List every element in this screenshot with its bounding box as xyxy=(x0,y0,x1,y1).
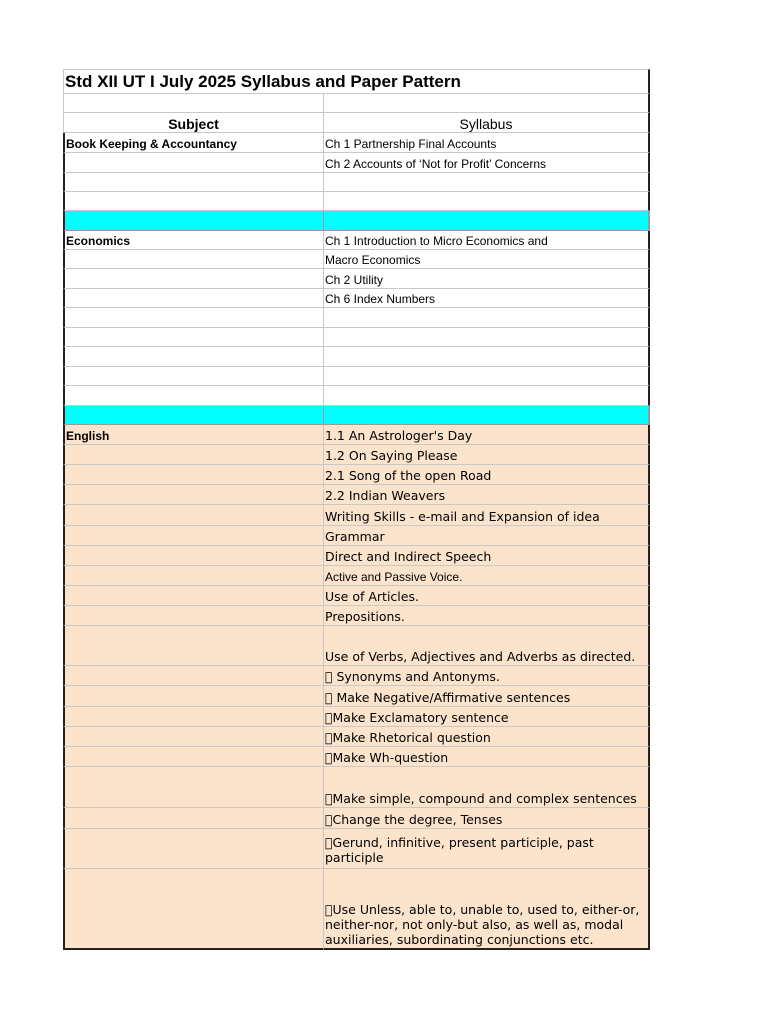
syllabus-cell: 2.2 Indian Weavers xyxy=(324,485,650,505)
empty-cell xyxy=(63,566,324,586)
empty-cell xyxy=(324,308,650,328)
header-subject: Subject xyxy=(63,113,324,133)
table-row xyxy=(63,505,650,526)
empty-cell xyxy=(324,173,650,192)
empty-row xyxy=(63,173,650,192)
empty-cell xyxy=(324,386,650,406)
empty-cell xyxy=(324,367,650,386)
table-row xyxy=(63,153,650,173)
table-row xyxy=(63,586,650,606)
empty-cell xyxy=(324,328,650,347)
syllabus-cell: Gerund, infinitive, present participle, past participle xyxy=(324,829,650,869)
empty-cell xyxy=(324,69,650,94)
empty-cell xyxy=(324,347,650,367)
table-row xyxy=(63,808,650,829)
table-row xyxy=(63,747,650,767)
empty-cell xyxy=(63,289,324,308)
empty-cell xyxy=(63,308,324,328)
empty-cell xyxy=(63,829,324,869)
syllabus-cell: Ch 2 Utility xyxy=(324,269,650,289)
empty-cell xyxy=(63,465,324,485)
empty-cell xyxy=(63,406,324,425)
empty-cell xyxy=(63,606,324,626)
empty-cell xyxy=(324,94,650,113)
header-row xyxy=(63,113,650,133)
empty-cell xyxy=(63,211,324,231)
subject-cell: English xyxy=(63,425,324,445)
empty-cell xyxy=(63,386,324,406)
syllabus-cell: Active and Passive Voice. xyxy=(324,566,650,586)
empty-cell xyxy=(63,367,324,386)
syllabus-cell: Ch 6 Index Numbers xyxy=(324,289,650,308)
syllabus-cell: Use Unless, able to, unable to, used to, either-or, neither-nor, not only-but also, as well as, modal auxiliaries, subordinating conjunctions etc. xyxy=(324,869,650,950)
syllabus-cell: Change the degree, Tenses xyxy=(324,808,650,829)
syllabus-cell: 1.1 An Astrologer's Day xyxy=(324,425,650,445)
syllabus-cell: Direct and Indirect Speech xyxy=(324,546,650,566)
syllabus-cell: 2.1 Song of the open Road xyxy=(324,465,650,485)
table-row xyxy=(63,269,650,289)
title-row xyxy=(63,69,650,94)
syllabus-cell: Use of Articles. xyxy=(324,586,650,606)
empty-cell xyxy=(63,328,324,347)
spreadsheet xyxy=(63,69,650,950)
header-syllabus: Syllabus xyxy=(324,113,650,133)
empty-cell xyxy=(63,505,324,526)
table-row xyxy=(63,250,650,269)
empty-cell xyxy=(324,211,650,231)
table-row xyxy=(63,465,650,485)
empty-row xyxy=(63,367,650,386)
empty-cell xyxy=(324,406,650,425)
empty-cell xyxy=(63,347,324,367)
table-row xyxy=(63,526,650,546)
empty-cell xyxy=(63,767,324,808)
table-row xyxy=(63,485,650,505)
syllabus-cell: Use of Verbs, Adjectives and Adverbs as directed. xyxy=(324,626,650,666)
empty-cell xyxy=(63,445,324,465)
table-row xyxy=(63,546,650,566)
separator-row xyxy=(63,406,650,425)
table-row xyxy=(63,626,650,666)
syllabus-cell: 1.2 On Saying Please xyxy=(324,445,650,465)
subject-cell: Book Keeping & Accountancy xyxy=(63,133,324,153)
table-row xyxy=(63,666,650,686)
table-row xyxy=(63,445,650,465)
syllabus-cell: Make simple, compound and complex sentences xyxy=(324,767,650,808)
empty-cell xyxy=(63,269,324,289)
syllabus-cell: Synonyms and Antonyms. xyxy=(324,666,650,686)
table-row xyxy=(63,133,650,153)
syllabus-cell: Make Negative/Affirmative sentences xyxy=(324,686,650,707)
empty-cell xyxy=(63,666,324,686)
empty-cell xyxy=(63,192,324,211)
empty-cell xyxy=(63,94,324,113)
empty-cell xyxy=(63,808,324,829)
empty-cell xyxy=(63,707,324,727)
empty-row xyxy=(63,192,650,211)
syllabus-cell: Writing Skills - e-mail and Expansion of idea xyxy=(324,505,650,526)
empty-cell xyxy=(63,747,324,767)
table-row xyxy=(63,566,650,586)
table-row xyxy=(63,829,650,869)
empty-cell xyxy=(63,626,324,666)
syllabus-cell: Make Rhetorical question xyxy=(324,727,650,747)
empty-cell xyxy=(63,526,324,546)
empty-row xyxy=(63,308,650,328)
table-row xyxy=(63,686,650,707)
table-row xyxy=(63,869,650,950)
empty-row xyxy=(63,94,650,113)
empty-cell xyxy=(63,485,324,505)
table-row xyxy=(63,727,650,747)
empty-cell xyxy=(63,250,324,269)
table-row xyxy=(63,289,650,308)
empty-cell xyxy=(63,586,324,606)
separator-row xyxy=(63,211,650,231)
empty-cell xyxy=(63,869,324,950)
syllabus-cell: Macro Economics xyxy=(324,250,650,269)
table-row xyxy=(63,606,650,626)
syllabus-cell: Ch 2 Accounts of ‘Not for Profit’ Concerns xyxy=(324,153,650,173)
empty-cell xyxy=(63,173,324,192)
empty-cell xyxy=(63,153,324,173)
empty-cell xyxy=(324,192,650,211)
syllabus-cell: Make Wh-question xyxy=(324,747,650,767)
syllabus-cell: Ch 1 Introduction to Micro Economics and xyxy=(324,231,650,250)
table-row xyxy=(63,425,650,445)
page-title: Std XII UT I July 2025 Syllabus and Paper Pattern xyxy=(63,69,324,94)
empty-cell xyxy=(63,686,324,707)
empty-row xyxy=(63,328,650,347)
subject-cell: Economics xyxy=(63,231,324,250)
empty-row xyxy=(63,347,650,367)
syllabus-cell: Prepositions. xyxy=(324,606,650,626)
empty-cell xyxy=(63,546,324,566)
table-row xyxy=(63,767,650,808)
syllabus-cell: Grammar xyxy=(324,526,650,546)
syllabus-cell: Ch 1 Partnership Final Accounts xyxy=(324,133,650,153)
table-row xyxy=(63,231,650,250)
empty-row xyxy=(63,386,650,406)
table-row xyxy=(63,707,650,727)
syllabus-cell: Make Exclamatory sentence xyxy=(324,707,650,727)
empty-cell xyxy=(63,727,324,747)
